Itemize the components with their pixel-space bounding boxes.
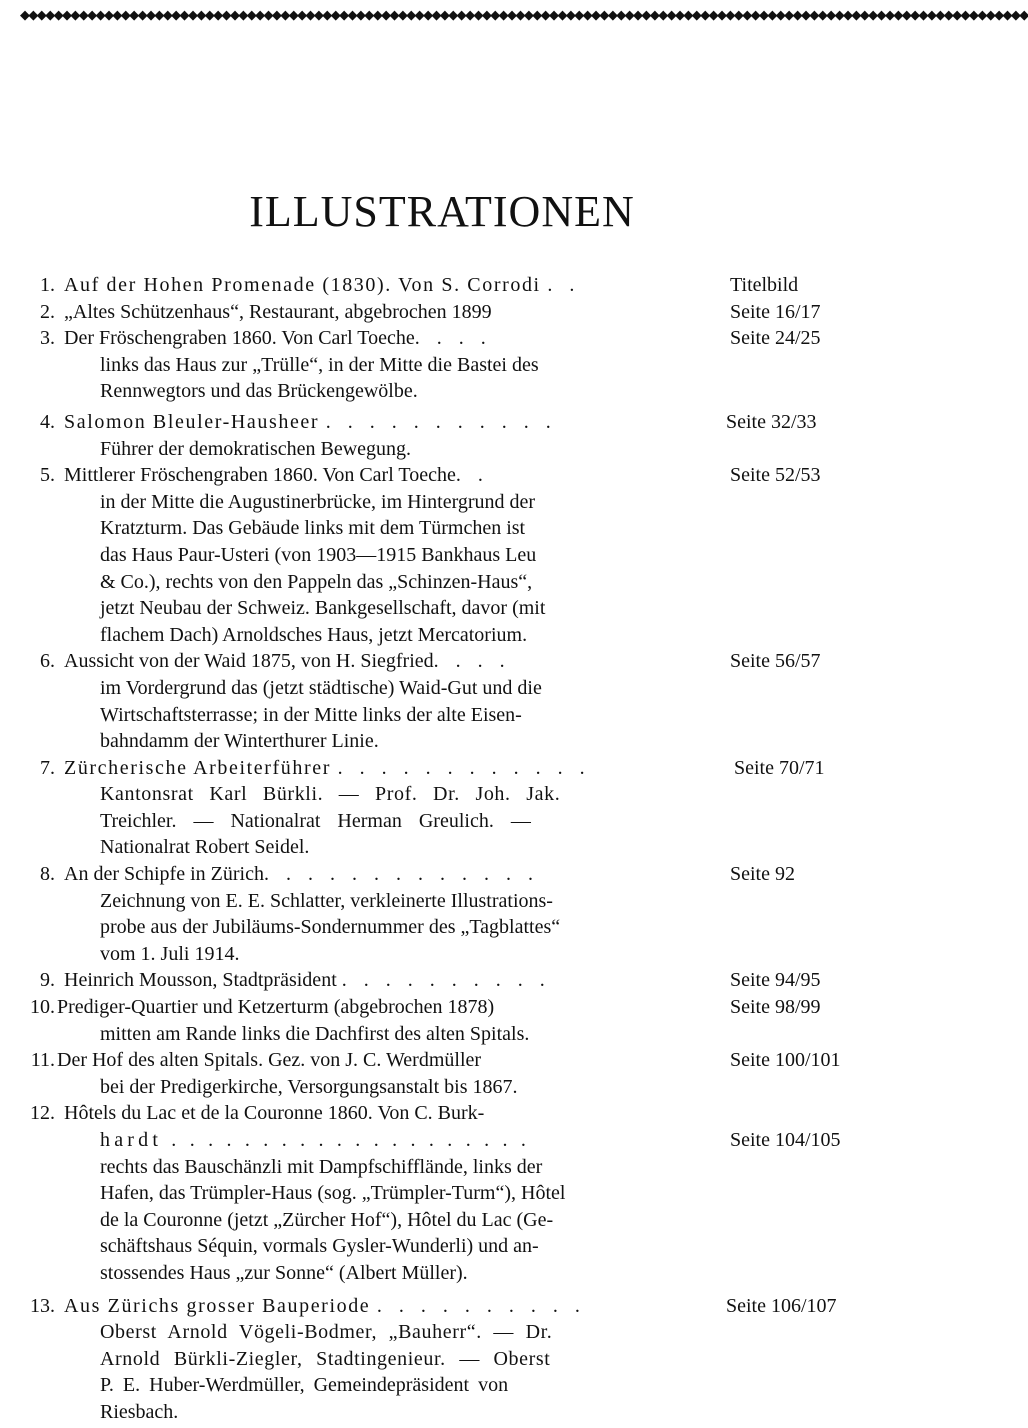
entry-description: schäftshaus Séquin, vormals Gysler-Wunderli) und an- <box>100 1235 539 1258</box>
entry-description: Arnold Bürkli-Ziegler, Stadtingenieur. — Oberst <box>100 1347 551 1370</box>
entry-title: „Altes Schützenhaus“, Restaurant, abgebrochen 1899 <box>64 300 492 323</box>
entry-description: im Vordergrund das (jetzt städtische) Waid-Gut und die <box>100 676 542 699</box>
entry-description: bahndamm der Winterthurer Linie. <box>100 730 379 753</box>
list-item <box>0 325 884 405</box>
entry-description: Riesbach. <box>100 1400 179 1423</box>
entry-title: Zürcherische Arbeiterführer . . . . . . . . . . . . <box>64 756 591 779</box>
list-item <box>0 994 884 1047</box>
entry-title: Heinrich Mousson, Stadtpräsident . . . . . . . . . . <box>64 969 551 992</box>
entry-number: 9. <box>40 969 55 992</box>
entry-page: Seite 16/17 <box>730 300 821 323</box>
entry-page: Seite 32/33 <box>726 410 817 433</box>
entry-description: Hafen, das Trümpler-Haus (sog. „Trümpler-Turm“), Hôtel <box>100 1182 566 1205</box>
list-item <box>0 967 884 994</box>
entry-title: Der Hof des alten Spitals. Gez. von J. C. Werdmüller <box>57 1049 482 1072</box>
entry-description: & Co.), rechts von den Pappeln das „Schinzen-Haus“, <box>100 570 533 593</box>
entry-description: links das Haus zur „Trülle“, in der Mitte die Bastei des <box>100 353 539 376</box>
entry-description: das Haus Paur-Usteri (von 1903—1915 Bankhaus Leu <box>100 543 537 566</box>
list-item <box>0 299 884 326</box>
entry-title: Prediger-Quartier und Ketzerturm (abgebrochen 1878) <box>57 996 495 1019</box>
entry-number: 11. <box>30 1049 55 1072</box>
entry-title-continuation: hardt . . . . . . . . . . . . . . . . . . . . <box>100 1129 531 1151</box>
ornament-rule <box>20 4 1028 28</box>
entry-title: Salomon Bleuler-Hausheer . . . . . . . . . . . <box>64 410 557 433</box>
entry-description: rechts das Bauschänzli mit Dampfschifflände, links der <box>100 1155 543 1178</box>
entry-number: 13. <box>30 1294 55 1317</box>
entry-description: probe aus der Jubiläums-Sondernummer des „Tagblattes“ <box>100 916 561 939</box>
entry-page: Seite 56/57 <box>730 650 821 673</box>
entry-description: P. E. Huber-Werdmüller, Gemeindepräsident von <box>100 1374 509 1397</box>
entry-page: Seite 92 <box>730 863 795 886</box>
list-item <box>0 272 884 299</box>
entry-description: Zeichnung von E. E. Schlatter, verkleinerte Illustrations- <box>100 889 553 912</box>
entry-title: An der Schipfe in Zürich. . . . . . . . . . . . . <box>64 863 539 886</box>
entry-title: Aus Zürichs grosser Bauperiode . . . . . . . . . . <box>64 1294 586 1317</box>
list-item <box>0 1293 884 1426</box>
entry-title: Mittlerer Fröschengraben 1860. Von Carl Toeche. . <box>64 464 489 487</box>
entry-description: de la Couronne (jetzt „Zürcher Hof“), Hôtel du Lac (Ge- <box>100 1208 554 1231</box>
entry-number: 5. <box>40 464 55 487</box>
entry-number: 12. <box>30 1102 55 1125</box>
entry-page: Seite 104/105 <box>730 1129 841 1151</box>
entry-title: Der Fröschengraben 1860. Von Carl Toeche. . . . <box>64 327 492 350</box>
illustration-list <box>0 272 884 1426</box>
list-item <box>0 861 884 967</box>
list-item <box>0 462 884 648</box>
entry-number: 7. <box>40 756 55 779</box>
entry-number: 4. <box>40 410 55 433</box>
entry-description: Rennwegtors und das Brückengewölbe. <box>100 380 418 403</box>
entry-number: 3. <box>40 327 55 350</box>
entry-description: stossendes Haus „zur Sonne“ (Albert Müller). <box>100 1261 468 1284</box>
entry-description: in der Mitte die Augustinerbrücke, im Hintergrund der <box>100 490 536 513</box>
entry-page: Seite 52/53 <box>730 464 821 487</box>
entry-description: bei der Predigerkirche, Versorgungsanstalt bis 1867. <box>100 1075 518 1098</box>
entry-number: 6. <box>40 650 55 673</box>
entry-description: jetzt Neubau der Schweiz. Bankgesellschaft, davor (mit <box>100 597 546 620</box>
entry-number: 8. <box>40 863 55 886</box>
list-item <box>0 1047 884 1100</box>
list-item <box>0 409 884 462</box>
list-item <box>0 1100 884 1286</box>
entry-page: Seite 106/107 <box>726 1294 837 1317</box>
entry-description: vom 1. Juli 1914. <box>100 942 240 965</box>
entry-title: Hôtels du Lac et de la Couronne 1860. Von C. Burk- <box>64 1102 485 1125</box>
entry-page: Seite 24/25 <box>730 327 821 350</box>
entry-page: Seite 98/99 <box>730 996 821 1019</box>
entry-description: Führer der demokratischen Bewegung. <box>100 437 412 460</box>
entry-title: Aussicht von der Waid 1875, von H. Siegfried. . . . <box>64 650 511 673</box>
diamond-icon: ◆◆◆◆◆◆◆◆◆◆◆◆◆◆◆◆◆◆◆◆◆◆◆◆◆◆◆◆◆◆◆◆◆◆◆◆◆◆◆◆◆◆◆◆◆◆◆◆◆◆◆◆◆◆◆◆◆◆◆◆◆◆◆◆◆◆◆◆◆◆◆◆◆◆◆◆◆◆◆◆◆◆◆◆◆◆◆◆◆◆◆◆◆◆◆◆◆◆◆◆◆◆◆◆◆◆◆◆◆◆◆◆◆◆◆◆◆◆◆◆ <box>20 8 1028 23</box>
entry-description: Kantonsrat Karl Bürkli. — Prof. Dr. Joh. Jak. <box>100 783 561 806</box>
entry-page: Seite 70/71 <box>734 756 825 779</box>
entry-description: Kratzturm. Das Gebäude links mit dem Türmchen ist <box>100 517 526 540</box>
entry-number: 2. <box>40 300 55 323</box>
entry-page: Seite 94/95 <box>730 969 821 992</box>
entry-number: 1. <box>40 274 55 296</box>
list-item <box>0 648 884 754</box>
entry-description: Treichler. — Nationalrat Herman Greulich. — <box>100 809 531 832</box>
entry-description: mitten am Rande links die Dachfirst des alten Spitals. <box>100 1022 530 1045</box>
list-item <box>0 755 884 861</box>
entry-page: Titelbild <box>730 274 799 296</box>
entry-page: Seite 100/101 <box>730 1049 841 1072</box>
entry-description: Oberst Arnold Vögeli-Bodmer, „Bauherr“. — Dr. <box>100 1321 553 1344</box>
entry-title: Auf der Hohen Promenade (1830). Von S. Corrodi . . <box>64 274 581 296</box>
entry-description: Nationalrat Robert Seidel. <box>100 836 310 859</box>
page-title: ILLUSTRATIONEN <box>249 187 635 236</box>
entry-description: flachem Dach) Arnoldsches Haus, jetzt Mercatorium. <box>100 623 528 646</box>
entry-number: 10. <box>30 996 55 1019</box>
entry-description: Wirtschaftsterrasse; in der Mitte links der alte Eisen- <box>100 703 522 726</box>
